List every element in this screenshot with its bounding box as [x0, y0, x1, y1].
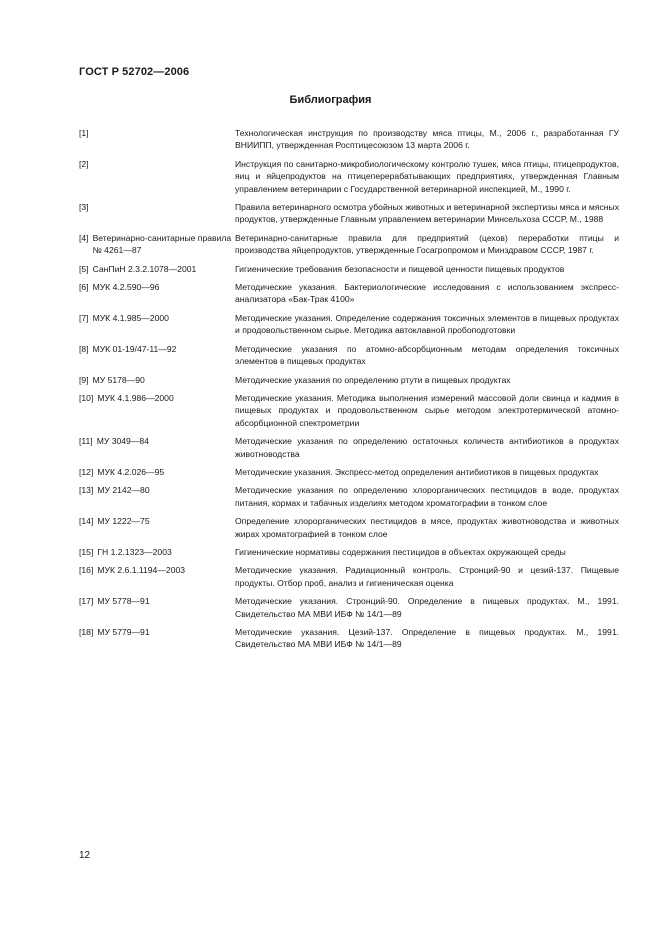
bibliography-entry [79, 281, 619, 306]
entry-number: [10] [79, 392, 94, 403]
entry-number: [13] [79, 485, 94, 496]
entry-number: [7] [79, 312, 89, 323]
entry-description: Методические указания. Радиационный контроль. Стронций-90 и цезий-137. Пищевые продукты. Отбор проб, анализ и гигиеническая оценка [235, 565, 619, 588]
entry-description: Ветеринарно-санитарные правила для предприятий (цехов) переработки птицы и производства яйцепродуктов, утвержденные Госагропромом и Минздравом СССР, 1987 г. [235, 232, 619, 256]
entry-number: [12] [79, 466, 94, 477]
entry-description: Методические указания по атомно-абсорбционным методам определения токсичных элементов в пищевых продуктах [235, 343, 619, 367]
entry-source: МУК 4.1.986—2000 [97, 392, 174, 403]
entry-source [89, 201, 93, 226]
entry-source: ГН 1.2.1323—2003 [97, 546, 172, 557]
entry-number: [11] [79, 436, 93, 447]
entry-reference [79, 515, 235, 540]
entry-description: Методические указания по определению хлорорганических пестицидов в воде, продуктах питания, кормах и табачных изделиях методом хроматографии в тонком слое [235, 485, 619, 508]
entry-source [89, 158, 93, 195]
entry-description: Гигиенические требования безопасности и пищевой ценности пищевых продуктов [235, 263, 565, 274]
entry-number: [3] [79, 202, 89, 213]
entry-source: МУ 1222—75 [97, 516, 150, 527]
bibliography-entry [79, 626, 619, 651]
entry-number: [16] [79, 565, 94, 576]
bibliography-entry [79, 127, 619, 152]
bibliography-entry [79, 564, 619, 589]
entry-source: МУК 4.2.590—96 [92, 282, 160, 293]
page-number: 12 [79, 850, 91, 861]
bibliography-entry [79, 374, 619, 386]
bibliography-entry [79, 515, 619, 540]
entry-reference [79, 626, 235, 651]
entry-reference [79, 374, 235, 386]
bibliography-entry [79, 466, 619, 478]
entry-number: [9] [79, 374, 89, 385]
entry-description: Методические указания. Цезий-137. Определение в пищевых продуктах. М., 1991. Свидетельство МА МВИ ИБФ № 14/1—89 [235, 627, 619, 650]
entry-reference [79, 127, 235, 152]
entry-description: Технологическая инструкция по производству мяса птицы, М., 2006 г., разработанная ГУ ВНИИПП, утвержденная Росптицесоюзом 13 марта 2006 г. [235, 128, 619, 151]
bibliography-entry [79, 435, 619, 460]
entry-reference [79, 484, 235, 509]
entry-description: Методические указания по определению остаточных количеств антибиотиков в продуктах животноводства [235, 436, 619, 459]
bibliography-entry [79, 312, 619, 337]
entry-number: [4] [79, 232, 89, 243]
entry-number: [5] [79, 263, 89, 274]
entry-reference [79, 546, 235, 558]
entry-number: [1] [79, 128, 89, 138]
entry-reference [79, 435, 235, 460]
entry-source: МУК 4.1.985—2000 [92, 312, 169, 323]
entry-reference [79, 564, 235, 589]
entry-description: Методические указания. Стронций-90. Определение в пищевых продуктах. М., 1991. Свидетельство МА МВИ ИБФ № 14/1—89 [235, 596, 619, 619]
entry-reference [79, 263, 235, 275]
bibliography-entry [79, 158, 619, 195]
bibliography-entry [79, 201, 619, 226]
entry-number: [17] [79, 596, 94, 607]
entry-reference [79, 232, 235, 257]
bibliography-entry [79, 392, 619, 429]
bibliography-entry [79, 263, 619, 275]
entry-reference [79, 343, 235, 368]
entry-description: Методические указания. Методика выполнения измерений массовой доли свинца и кадмия в пищевых продуктах и продовольственном сырье методом электротермической атомно-абсорбционной спектрометрии [235, 392, 619, 428]
entry-reference [79, 466, 235, 478]
bibliography-entry [79, 546, 619, 558]
entry-source: МУ 3049—84 [96, 436, 149, 447]
entry-number: [2] [79, 158, 89, 169]
entry-description: Методические указания. Определение содержания токсичных элементов в пищевых продуктах и продовольственном сырье. Методика автоклавной пробоподготовки [235, 312, 619, 336]
entry-source: МУК 2.6.1.1194—2003 [97, 565, 186, 576]
entry-description: Гигиенические нормативы содержания пестицидов в объектах окружающей среды [235, 546, 566, 557]
entry-reference [79, 595, 235, 620]
entry-description: Инструкция по санитарно-микробиологическому контролю тушек, мяса птицы, птицепродуктов, яиц и яйцепродуктов на птицеперерабатывающих предприятиях, утвержденная Главным управлением ветеринарии с Государственной ветеринарной инспекцией, М., 1990 г. [235, 158, 619, 194]
entry-number: [18] [79, 627, 94, 637]
entry-number: [6] [79, 282, 89, 293]
document-code: ГОСТ Р 52702—2006 [79, 66, 190, 78]
entry-description: Определение хлорорганических пестицидов в мясе, продуктах животноводства и животных жирах хроматографией в тонком слое [235, 516, 619, 539]
entry-source: МУ 5178—90 [92, 374, 145, 385]
entry-source: МУ 5778—91 [97, 596, 150, 607]
entry-source: МУ 5779—91 [97, 627, 150, 637]
entry-number: [8] [79, 343, 89, 354]
entry-source: МУК 4.2.026—95 [97, 466, 165, 477]
bibliography-entry [79, 595, 619, 620]
bibliography-entry [79, 343, 619, 368]
bibliography-entry [79, 232, 619, 257]
page-title: Библиография [289, 94, 372, 106]
entry-reference [79, 392, 235, 429]
entry-description: Правила ветеринарного осмотра убойных животных и ветеринарной экспертизы мяса и мясных продуктов, утвержденные Главным управлением ветеринарии Минсельхоза СССР, М., 1988 [235, 202, 619, 225]
entry-reference [79, 281, 235, 306]
entry-source [89, 127, 93, 152]
entry-source: МУ 2142—80 [97, 485, 150, 496]
entry-reference [79, 312, 235, 337]
entry-source: СанПиН 2.3.2.1078—2001 [92, 263, 197, 274]
entry-source: МУК 01-19/47-11—92 [92, 343, 177, 354]
entry-source: Ветеринарно-санитарные правила № 4261—87 [92, 232, 232, 256]
entry-reference [79, 201, 235, 226]
entry-description: Методические указания. Бактериологические исследования с использованием экспресс-анализатора «Бак-Трак 4100» [235, 282, 619, 305]
entry-description: Методические указания. Экспресс-метод определения антибиотиков в пищевых продуктах [235, 466, 599, 477]
entry-reference [79, 158, 235, 195]
entry-number: [15] [79, 546, 94, 557]
bibliography-list [79, 127, 619, 657]
bibliography-entry [79, 484, 619, 509]
entry-number: [14] [79, 516, 94, 527]
entry-description: Методические указания по определению ртути в пищевых продуктах [235, 374, 511, 385]
